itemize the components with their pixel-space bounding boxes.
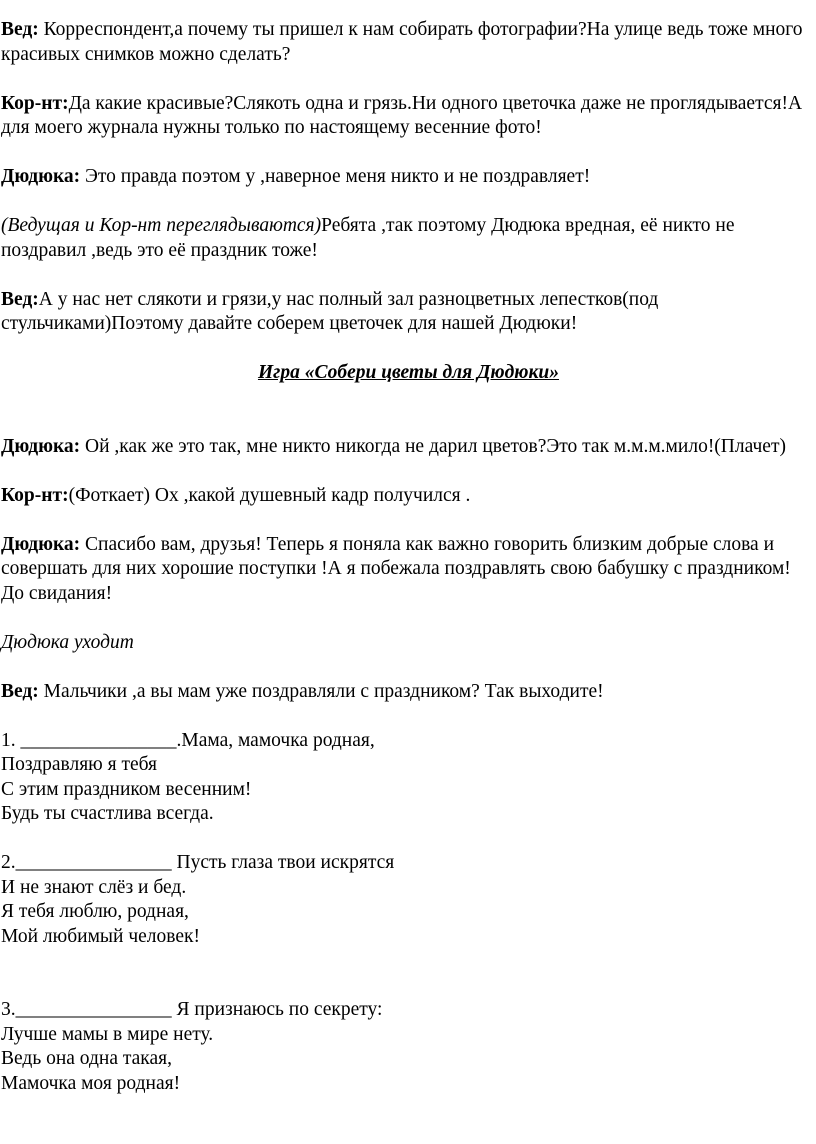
poem-line: Я тебя люблю, родная, xyxy=(1,901,189,922)
speaker-label: Кор-нт: xyxy=(1,92,69,114)
dialogue-text: (Фоткает) Ох ,какой душевный кадр получился . xyxy=(68,484,471,506)
speaker-label: Дюдюка: xyxy=(1,166,81,187)
poem-line: Будь ты счастлива всегда. xyxy=(1,803,214,824)
dialogue-text: Ребята ,так поэтому Дюдюка вредная, её никто не поздравил ,ведь это её праздник тоже! xyxy=(1,215,735,261)
poem-line: Мой любимый человек! xyxy=(1,925,200,947)
dialogue-text: Корреспондент,а почему ты пришел к нам собирать фотографии?На улице ведь тоже много красивых снимков можно сделать? xyxy=(1,19,803,65)
stage-direction-exit: Дюдюка уходит xyxy=(1,631,134,653)
dialogue-text: Ой ,как же это так, мне никто никогда не дарил цветов?Это так м.м.м.мило!(Плачет) xyxy=(80,435,786,457)
stage-direction: (Ведущая и Кор-нт переглядываются) xyxy=(1,215,322,236)
poem-3 xyxy=(1,998,816,1096)
poem-line: 1. ________________.Мама, мамочка родная, xyxy=(1,729,375,751)
dialogue-line-host-2 xyxy=(1,288,816,337)
dialogue-line-correspondent-2 xyxy=(1,484,816,509)
speaker-label: Кор-нт: xyxy=(1,484,69,506)
dialogue-line-dyudyuka-3 xyxy=(1,533,816,607)
dialogue-line-correspondent-1 xyxy=(1,92,816,141)
dialogue-line-host-1 xyxy=(1,18,816,67)
poem-line: Поздравляю я тебя xyxy=(1,754,158,775)
speaker-label: Вед: xyxy=(1,19,39,40)
dialogue-line-stage-1 xyxy=(1,214,816,263)
speaker-label: Вед: xyxy=(1,680,39,702)
game-title: Игра «Собери цветы для Дюдюки» xyxy=(257,362,560,383)
dialogue-text: Мальчики ,а вы мам уже поздравляли с праздником? Так выходите! xyxy=(38,680,604,702)
poem-line: Мамочка моя родная! xyxy=(1,1072,181,1094)
dialogue-text: Спасибо вам, друзья! Теперь я поняла как важно говорить близким добрые слова и совершать для них хорошие поступки !А я побежала поздравлять свою бабушку с праздником! До свидания! xyxy=(1,533,791,604)
dialogue-text: Да какие красивые?Слякоть одна и грязь.Ни одного цветочка даже не проглядывается!А для моего журнала нужны только по настоящему весенние фото! xyxy=(1,92,803,138)
poem-line: С этим праздником весенним! xyxy=(1,778,252,800)
speaker-label: Дюдюка: xyxy=(1,533,81,555)
dialogue-line-host-3 xyxy=(1,680,816,705)
poem-line: 2.________________ Пусть глаза твои искрятся xyxy=(1,852,395,873)
dialogue-line-dyudyuka-1 xyxy=(1,165,816,190)
speaker-label: Вед: xyxy=(1,288,39,310)
poem-line: 3.________________ Я признаюсь по секрету: xyxy=(1,999,383,1020)
poem-line: И не знают слёз и бед. xyxy=(1,876,187,898)
poem-1 xyxy=(1,729,816,827)
dialogue-text: Это правда поэтом у ,наверное меня никто и не поздравляет! xyxy=(80,166,591,187)
dialogue-line-dyudyuka-2 xyxy=(1,435,816,460)
poem-2 xyxy=(1,851,816,949)
poem-line: Лучше мамы в мире нету. xyxy=(1,1023,214,1045)
document-page xyxy=(0,18,816,1096)
speaker-label: Дюдюка: xyxy=(1,435,81,457)
dialogue-text: А у нас нет слякоти и грязи,у нас полный зал разноцветных лепестков(под стульчиками)Поэтому давайте соберем цветочек для нашей Дюдюки! xyxy=(1,288,659,334)
poem-line: Ведь она одна такая, xyxy=(1,1048,172,1069)
